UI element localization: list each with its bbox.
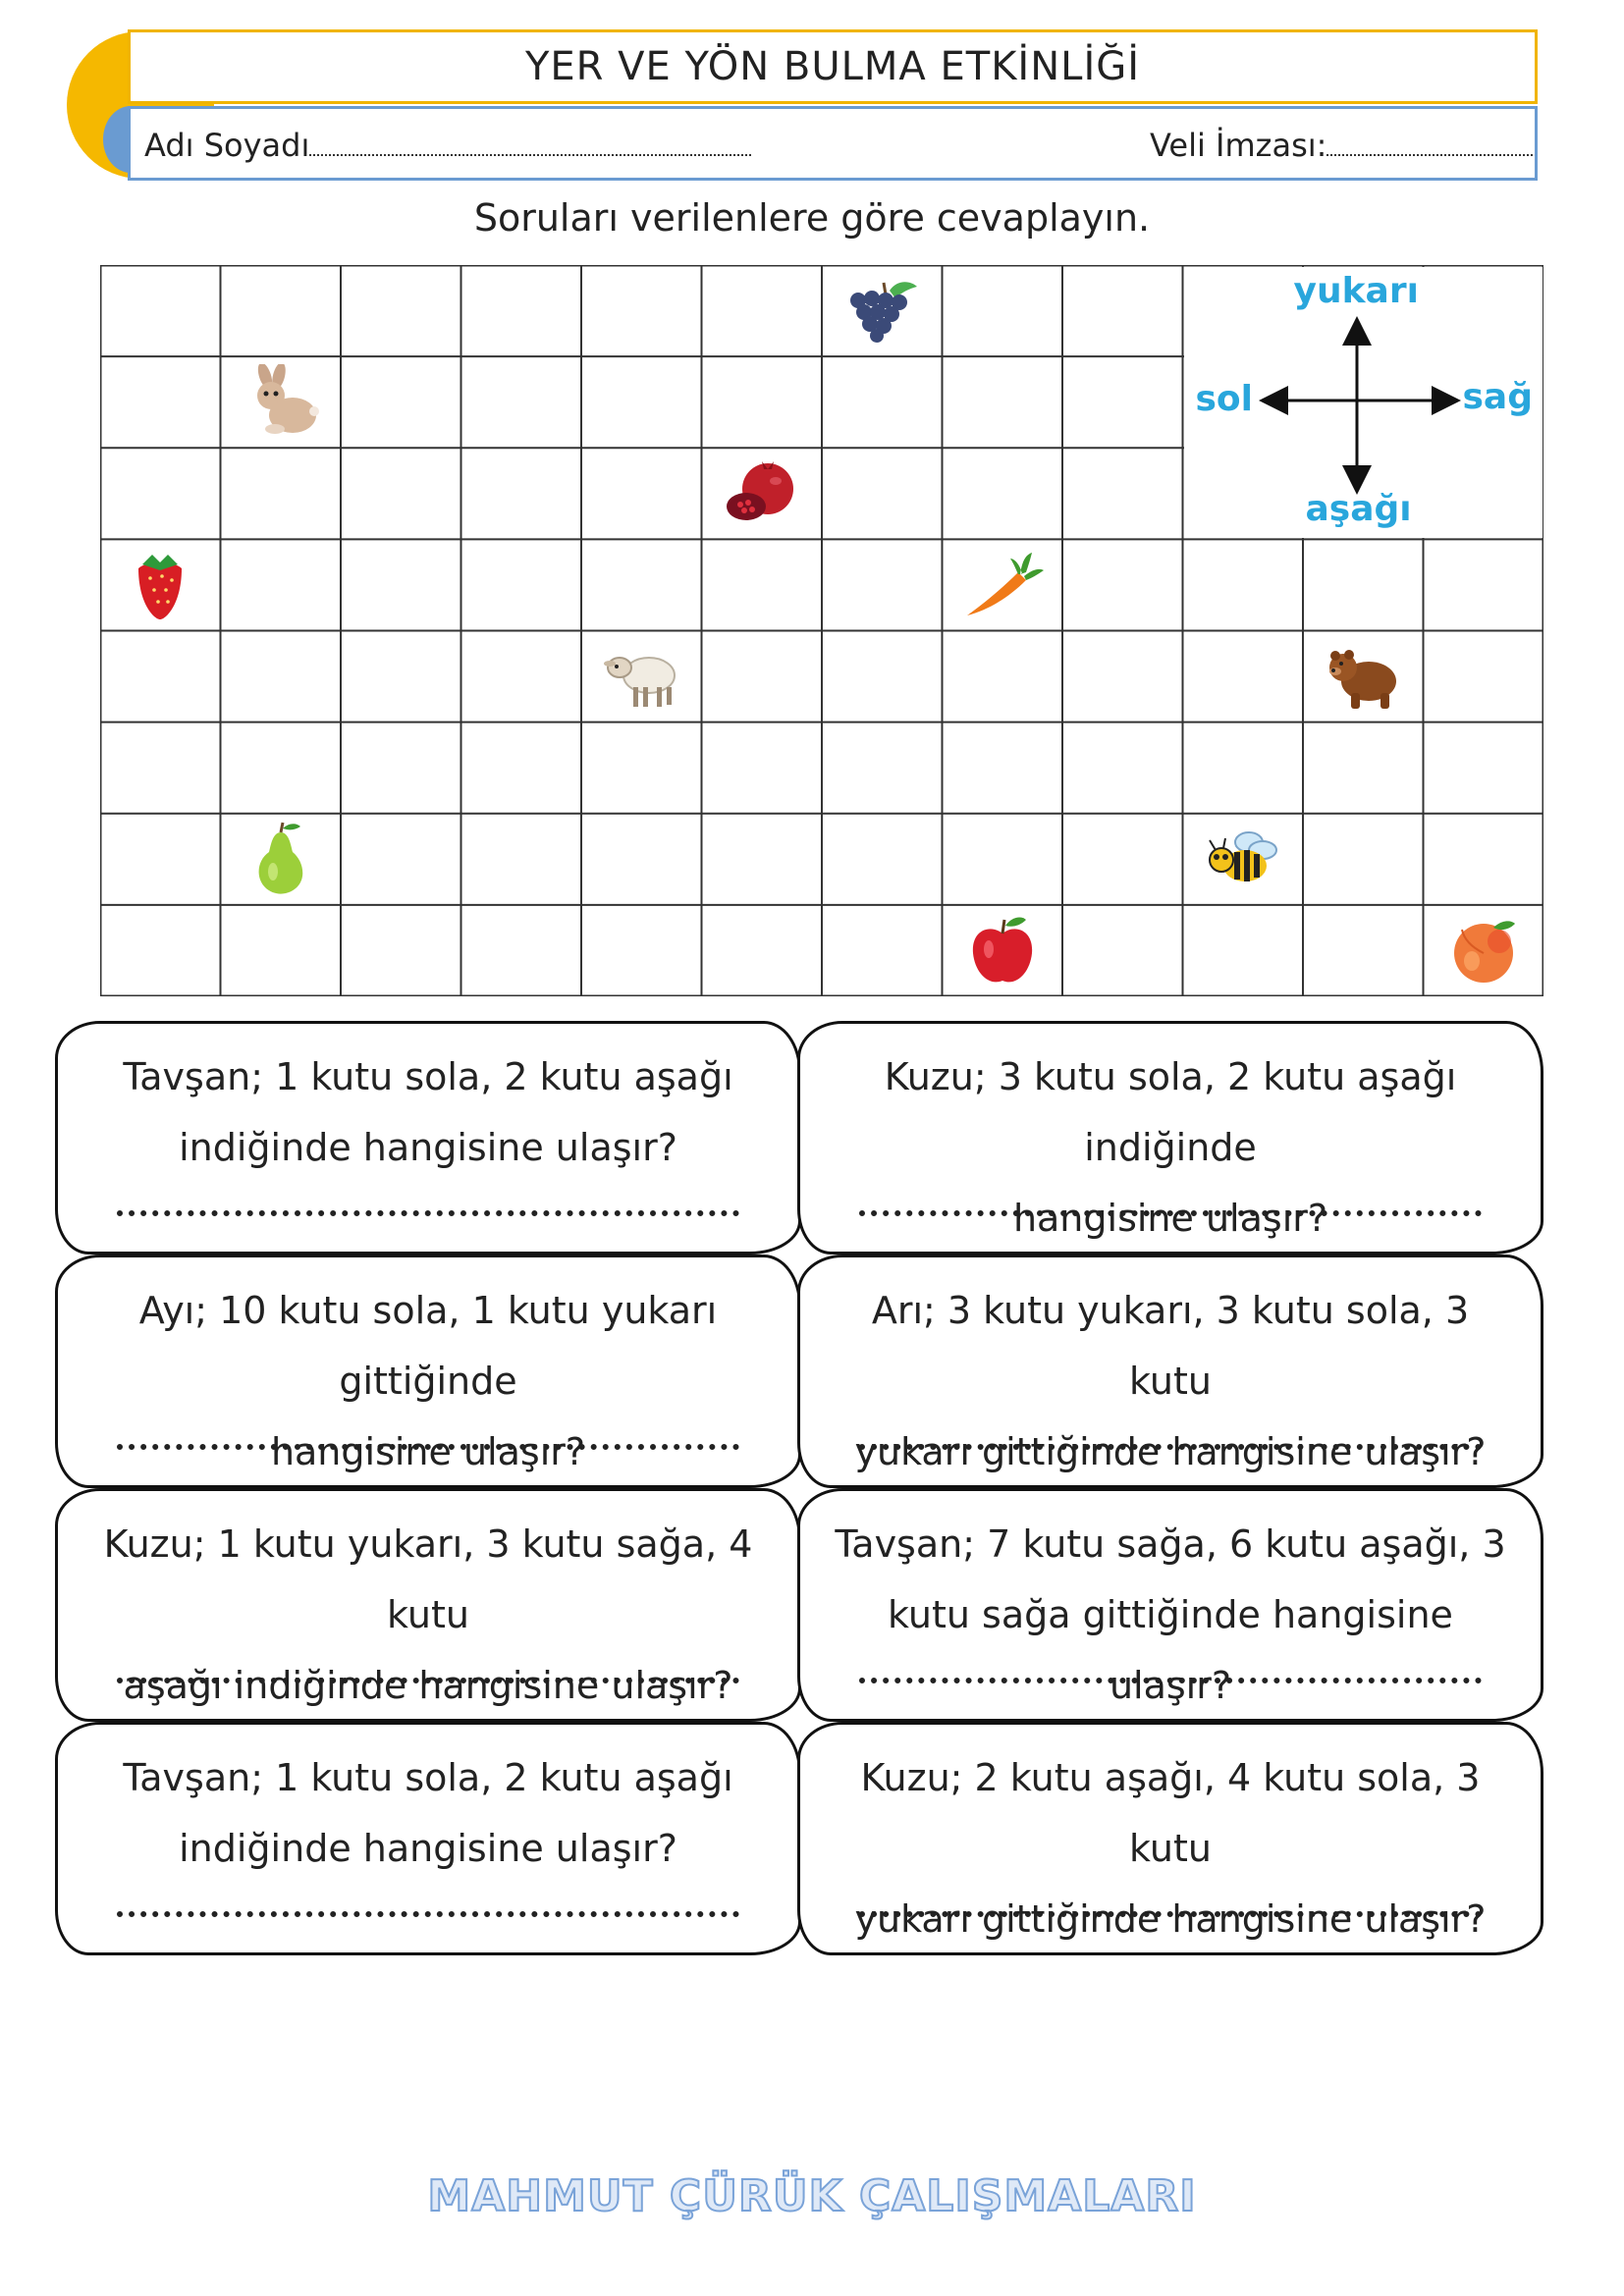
answer-blank[interactable] xyxy=(859,1672,1482,1683)
name-blank[interactable] xyxy=(309,153,751,156)
question-text: Kuzu; 2 kutu aşağı, 4 kutu sola, 3 kutu yukarı gittiğinde hangisine ulaşır? xyxy=(854,1756,1487,1941)
direction-grid xyxy=(100,265,1543,996)
answer-blank[interactable] xyxy=(117,1672,739,1683)
instruction-text: Soruları verilenlere göre cevaplayın. xyxy=(473,196,1151,240)
question-card-3 xyxy=(55,1255,801,1488)
question-card-1 xyxy=(55,1021,801,1255)
bee-icon xyxy=(1183,814,1304,905)
pear-icon xyxy=(221,814,342,905)
carrot-icon xyxy=(943,539,1063,630)
question-text: Arı; 3 kutu yukarı, 3 kutu sola, 3 kutu yukarı gittiğinde hangisine ulaşır? xyxy=(854,1289,1487,1473)
student-info-box xyxy=(128,106,1538,181)
bear-icon xyxy=(1303,631,1424,722)
question-text: Ayı; 10 kutu sola, 1 kutu yukarı gittiğinde hangisine ulaşır? xyxy=(138,1289,718,1473)
author-watermark: MAHMUT ÇÜRÜK ÇALIŞMALARI xyxy=(427,2171,1197,2221)
grapes-icon xyxy=(822,265,943,356)
question-card-4 xyxy=(797,1255,1543,1488)
worksheet-title-box xyxy=(128,29,1538,104)
peach-icon xyxy=(1424,905,1544,996)
question-card-7 xyxy=(55,1722,801,1955)
question-text: Tavşan; 1 kutu sola, 2 kutu aşağı indiğinde hangisine ulaşır? xyxy=(123,1055,733,1169)
question-text: Kuzu; 3 kutu sola, 2 kutu aşağı indiğinde hangisine ulaşır? xyxy=(884,1055,1457,1240)
apple-icon xyxy=(943,905,1063,996)
answer-blank[interactable] xyxy=(859,1905,1482,1917)
answer-blank[interactable] xyxy=(117,1905,739,1917)
question-card-6 xyxy=(797,1488,1543,1722)
question-text: Tavşan; 1 kutu sola, 2 kutu aşağı indiğinde hangisine ulaşır? xyxy=(123,1756,733,1870)
answer-blank[interactable] xyxy=(117,1438,739,1450)
compass-rose xyxy=(1184,267,1543,538)
signature-blank[interactable] xyxy=(1326,153,1533,156)
worksheet-title: YER VE YÖN BULMA ETKİNLİĞİ xyxy=(524,44,1141,89)
name-field[interactable] xyxy=(144,127,751,164)
question-card-2 xyxy=(797,1021,1543,1255)
compass-down-label: aşağı xyxy=(1305,489,1412,529)
compass-up-label: yukarı xyxy=(1293,271,1419,311)
answer-blank[interactable] xyxy=(859,1204,1482,1216)
name-label: Adı Soyadı xyxy=(144,127,310,164)
signature-label: Veli İmzası: xyxy=(1150,127,1327,164)
compass-left-label: sol xyxy=(1195,379,1253,419)
question-card-5 xyxy=(55,1488,801,1722)
pomegranate-icon xyxy=(702,448,823,539)
rabbit-icon xyxy=(221,356,342,448)
compass-right-label: sağ xyxy=(1462,377,1533,417)
question-text: Kuzu; 1 kutu yukarı, 3 kutu sağa, 4 kutu aşağı indiğinde hangisine ulaşır? xyxy=(103,1522,753,1707)
signature-field[interactable] xyxy=(1150,127,1533,164)
lamb-icon xyxy=(581,631,702,722)
question-text: Tavşan; 7 kutu sağa, 6 kutu aşağı, 3 kutu sağa gittiğinde hangisine ulaşır? xyxy=(835,1522,1506,1707)
question-card-8 xyxy=(797,1722,1543,1955)
answer-blank[interactable] xyxy=(859,1438,1482,1450)
answer-blank[interactable] xyxy=(117,1204,739,1216)
strawberry-icon xyxy=(100,539,221,630)
